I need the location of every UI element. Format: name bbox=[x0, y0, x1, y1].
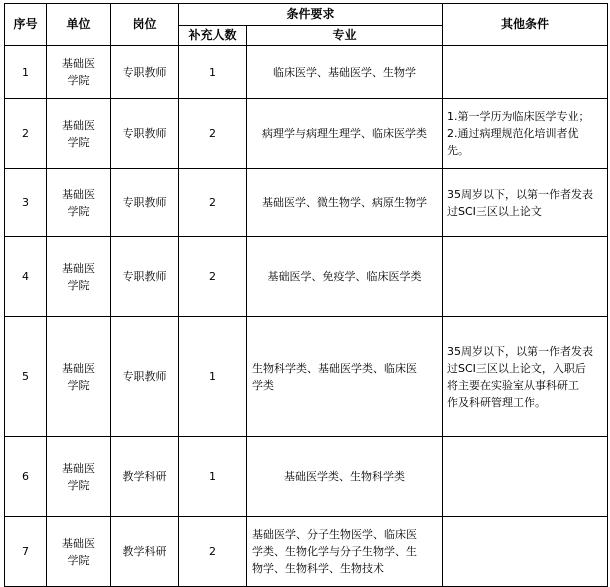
cell-position: 专职教师 bbox=[111, 317, 179, 437]
table-row bbox=[5, 517, 608, 587]
cell-unit-line: 学院 bbox=[67, 135, 90, 149]
cell-major-line: 基础医学类、生物科学类 bbox=[284, 470, 405, 483]
cell-unit bbox=[47, 46, 111, 99]
cell-unit-line: 学院 bbox=[67, 378, 90, 392]
cell-other-line: 作及科研管理工作。 bbox=[447, 395, 547, 409]
cell-unit-line: 基础医 bbox=[62, 57, 95, 70]
cell-count: 2 bbox=[179, 99, 247, 169]
cell-unit-line: 学院 bbox=[67, 204, 90, 218]
table-row bbox=[5, 46, 608, 99]
cell-unit bbox=[47, 517, 111, 587]
table-row bbox=[5, 317, 608, 437]
cell-index: 7 bbox=[5, 517, 47, 587]
header-count: 补充人数 bbox=[179, 26, 247, 46]
cell-unit-line: 基础医 bbox=[62, 536, 95, 550]
cell-index: 4 bbox=[5, 237, 47, 317]
header-other: 其他条件 bbox=[443, 4, 608, 46]
cell-count: 1 bbox=[179, 437, 247, 517]
cell-major bbox=[247, 99, 443, 169]
header-row-top bbox=[5, 4, 608, 26]
table-row bbox=[5, 237, 608, 317]
cell-other-line: 将主要在实验室从事科研工 bbox=[447, 378, 580, 392]
cell-unit-line: 基础医 bbox=[62, 361, 95, 375]
cell-index: 6 bbox=[5, 437, 47, 517]
cell-unit bbox=[47, 317, 111, 437]
cell-unit-line: 基础医 bbox=[62, 118, 95, 132]
cell-major-line: 学类 bbox=[252, 378, 274, 392]
cell-other bbox=[443, 317, 608, 437]
cell-other bbox=[443, 237, 608, 317]
table-row bbox=[5, 99, 608, 169]
recruitment-table bbox=[4, 3, 608, 587]
cell-major bbox=[247, 46, 443, 99]
cell-other-line: 35周岁以下，以第一作者发表 bbox=[447, 344, 594, 358]
cell-count: 2 bbox=[179, 517, 247, 587]
cell-position: 专职教师 bbox=[111, 99, 179, 169]
cell-other-line: 先。 bbox=[447, 144, 470, 157]
cell-count: 1 bbox=[179, 46, 247, 99]
cell-major bbox=[247, 237, 443, 317]
cell-other-line: 1.第一学历为临床医学专业； bbox=[447, 110, 590, 123]
cell-other-line: 35周岁以下，以第一作者发表 bbox=[447, 187, 594, 201]
cell-unit-line: 学院 bbox=[67, 553, 90, 567]
cell-major bbox=[247, 517, 443, 587]
header-requirements: 条件要求 bbox=[179, 4, 443, 26]
cell-major-line: 病理学与病理生理学、临床医学类 bbox=[262, 127, 427, 140]
cell-other bbox=[443, 517, 608, 587]
header-unit: 单位 bbox=[47, 4, 111, 46]
header-index: 序号 bbox=[5, 4, 47, 46]
cell-unit bbox=[47, 99, 111, 169]
header-major: 专业 bbox=[247, 26, 443, 46]
cell-position: 教学科研 bbox=[111, 437, 179, 517]
cell-other bbox=[443, 46, 608, 99]
cell-other bbox=[443, 437, 608, 517]
cell-position: 专职教师 bbox=[111, 46, 179, 99]
header-position: 岗位 bbox=[111, 4, 179, 46]
cell-count: 2 bbox=[179, 169, 247, 237]
cell-major-line: 基础医学、微生物学、病原生物学 bbox=[262, 196, 427, 209]
cell-position: 教学科研 bbox=[111, 517, 179, 587]
cell-other-line: 2.通过病理规范化培训者优 bbox=[447, 127, 579, 140]
cell-index: 2 bbox=[5, 99, 47, 169]
table-body bbox=[5, 46, 608, 587]
cell-position: 专职教师 bbox=[111, 237, 179, 317]
cell-major-line: 学类、生物化学与分子生物学、生 bbox=[252, 545, 417, 558]
cell-other bbox=[443, 169, 608, 237]
table-row bbox=[5, 169, 608, 237]
cell-unit bbox=[47, 237, 111, 317]
cell-unit-line: 学院 bbox=[67, 74, 90, 87]
cell-unit-line: 基础医 bbox=[62, 461, 95, 475]
cell-index: 5 bbox=[5, 317, 47, 437]
cell-other-line: 过SCI三区以上论文，入职后 bbox=[447, 361, 586, 375]
cell-index: 3 bbox=[5, 169, 47, 237]
cell-count: 2 bbox=[179, 237, 247, 317]
cell-major-line: 临床医学、基础医学、生物学 bbox=[273, 65, 416, 79]
cell-unit-line: 学院 bbox=[67, 278, 90, 292]
cell-count: 1 bbox=[179, 317, 247, 437]
cell-major bbox=[247, 169, 443, 237]
cell-major bbox=[247, 317, 443, 437]
cell-major bbox=[247, 437, 443, 517]
cell-position: 专职教师 bbox=[111, 169, 179, 237]
cell-unit bbox=[47, 169, 111, 237]
cell-unit-line: 基础医 bbox=[62, 187, 95, 201]
cell-unit-line: 学院 bbox=[67, 478, 90, 492]
cell-index: 1 bbox=[5, 46, 47, 99]
cell-major-line: 生物科学类、基础医学类、临床医 bbox=[252, 361, 417, 375]
table-row bbox=[5, 437, 608, 517]
cell-other-line: 过SCI三区以上论文 bbox=[447, 204, 542, 218]
cell-unit bbox=[47, 437, 111, 517]
cell-other bbox=[443, 99, 608, 169]
cell-major-line: 基础医学、免疫学、临床医学类 bbox=[267, 270, 422, 283]
cell-major-line: 物学、生物科学、生物技术 bbox=[252, 562, 384, 575]
cell-major-line: 基础医学、分子生物医学、临床医 bbox=[252, 528, 417, 541]
cell-unit-line: 基础医 bbox=[62, 261, 95, 275]
